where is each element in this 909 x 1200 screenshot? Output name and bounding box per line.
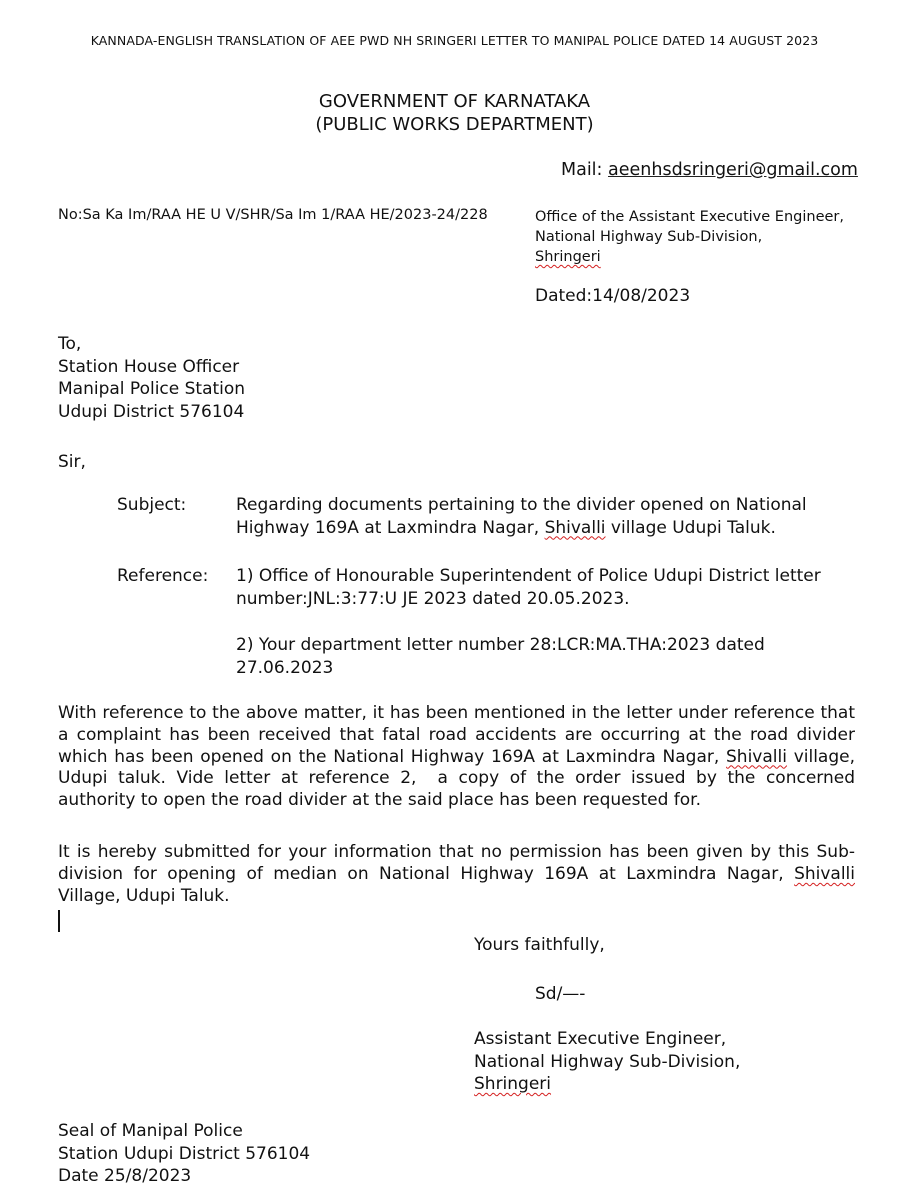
letterhead bbox=[0, 90, 909, 136]
office-line-2: National Highway Sub-Division, bbox=[535, 229, 763, 245]
signature-mark: Sd/—- bbox=[535, 984, 586, 1004]
salutation: Sir, bbox=[58, 452, 86, 472]
to-label: To, bbox=[58, 334, 82, 354]
sender-office-block bbox=[535, 207, 844, 267]
paragraph-1-start: With reference to the above matter, it has been mentioned in the letter under reference that a complaint has been received that fatal road accidents are occurring at the road divider which has been opened on the National Highway 169A at Laxmindra Nagar, bbox=[58, 703, 855, 767]
recipient-line-1: Station House Officer bbox=[58, 356, 240, 377]
letter-number: No:Sa Ka Im/RAA HE U V/SHR/Sa Im 1/RAA HE/2023-24/228 bbox=[58, 207, 488, 223]
body-paragraph-2 bbox=[58, 842, 855, 907]
police-seal-note bbox=[58, 1120, 310, 1188]
mail-label: Mail: bbox=[561, 160, 609, 180]
reference-1 bbox=[236, 565, 821, 610]
subject-line-2-start: Highway 169A at Laxmindra Nagar, bbox=[236, 517, 545, 538]
email-link[interactable]: aeenhsdsringeri@gmail.com bbox=[608, 160, 858, 180]
office-line-3 bbox=[535, 247, 844, 267]
letter-date: Dated:14/08/2023 bbox=[535, 286, 691, 306]
subject-line-2 bbox=[236, 517, 807, 540]
paragraph-1-end: village, Udupi taluk. Vide letter at reference 2, a copy of the order issued by the concerned authority to open the road divider at the said place has been requested for. bbox=[58, 746, 855, 811]
spellcheck-word: Shringeri bbox=[535, 249, 601, 265]
spellcheck-word: Shivalli bbox=[544, 517, 606, 538]
reference-label: Reference: bbox=[117, 566, 209, 586]
translation-header-note: KANNADA-ENGLISH TRANSLATION OF AEE PWD NH SRINGERI LETTER TO MANIPAL POLICE DATED 14 AUGUST 2023 bbox=[90, 33, 819, 48]
spellcheck-word: Shringeri bbox=[474, 1074, 552, 1094]
government-title: GOVERNMENT OF KARNATAKA bbox=[318, 91, 591, 112]
text-cursor[interactable] bbox=[58, 910, 60, 932]
seal-line-2: Station Udupi District 576104 bbox=[58, 1143, 311, 1164]
seal-line-1: Seal of Manipal Police bbox=[58, 1121, 243, 1141]
signatory-line-3 bbox=[474, 1073, 740, 1096]
reference-2 bbox=[236, 634, 765, 679]
signatory-line-2: National Highway Sub-Division, bbox=[474, 1051, 741, 1072]
reference-2-line-2: 27.06.2023 bbox=[236, 657, 334, 678]
signatory-line-1: Assistant Executive Engineer, bbox=[474, 1029, 727, 1049]
reference-1-line-2: number:JNL:3:77:U JE 2023 dated 20.05.2023. bbox=[236, 588, 630, 609]
recipient-line-2: Manipal Police Station bbox=[58, 379, 246, 399]
closing: Yours faithfully, bbox=[474, 935, 605, 955]
recipient-line-3: Udupi District 576104 bbox=[58, 401, 245, 422]
mail-line bbox=[561, 160, 858, 180]
reference-1-line-1: 1) Office of Honourable Superintendent of Police Udupi District letter bbox=[236, 566, 821, 586]
signatory-block bbox=[474, 1028, 740, 1096]
department-title: (PUBLIC WORKS DEPARTMENT) bbox=[315, 114, 594, 135]
seal-line-3: Date 25/8/2023 bbox=[58, 1166, 192, 1186]
spellcheck-word: Shivalli bbox=[726, 746, 787, 767]
office-line-1: Office of the Assistant Executive Engineer, bbox=[535, 209, 844, 225]
recipient-block bbox=[58, 333, 245, 423]
subject-label: Subject: bbox=[117, 495, 187, 515]
reference-2-line-1: 2) Your department letter number 28:LCR:MA.THA:2023 dated bbox=[236, 635, 765, 655]
spellcheck-word: Shivalli bbox=[794, 863, 855, 884]
subject-line-1: Regarding documents pertaining to the divider opened on National bbox=[236, 495, 807, 515]
subject-text bbox=[236, 494, 807, 539]
paragraph-2-start: It is hereby submitted for your information that no permission has been given by this Sub-division for opening of median on National Highway 169A at Laxmindra Nagar, bbox=[58, 842, 855, 884]
paragraph-2-end: Village, Udupi Taluk. bbox=[58, 885, 230, 906]
subject-line-2-end: village Udupi Taluk. bbox=[605, 517, 776, 538]
body-paragraph-1 bbox=[58, 703, 855, 812]
